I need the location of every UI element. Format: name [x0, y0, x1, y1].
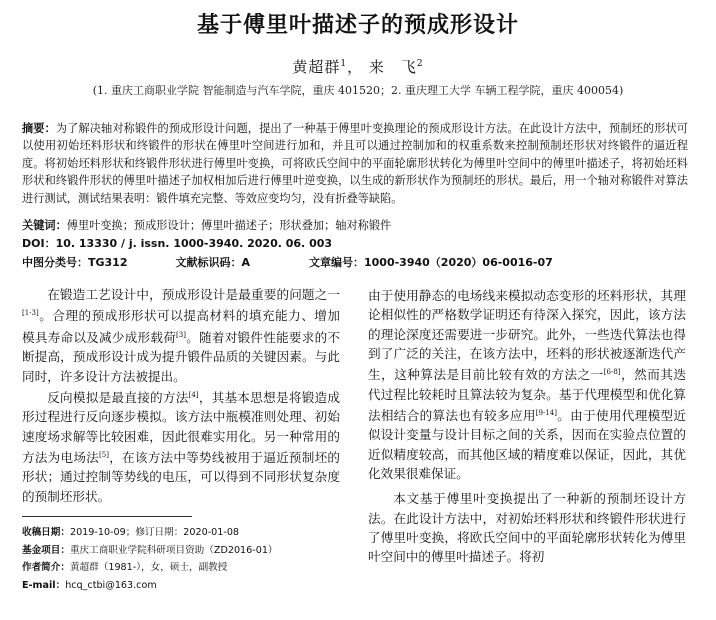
author-affil-mark: 1 [340, 59, 348, 69]
clc-field [22, 254, 172, 270]
email-info [22, 577, 352, 595]
affiliation: (1. 重庆工商职业学院 智能制造与汽车学院，重庆 401520；2. 重庆理工大学 车辆工程学院，重庆 400054) [92, 84, 624, 97]
citation: [5] [99, 450, 109, 459]
abstract-label: 摘要： [22, 122, 56, 135]
citation: [6-8] [603, 368, 621, 377]
fund-label: 基金项目： [22, 544, 70, 556]
body-text: 。由于使用代理模型近似设计变量与设计目标之间的关系，因而在实验点位置的近似精度较高，而其他区域的精度难以保证，因此，其优化效果很难保证。 [368, 408, 687, 482]
classification-line [22, 254, 692, 270]
author-affil-mark: 2 [416, 59, 424, 69]
author-name: 黄超群 [292, 58, 341, 76]
author-line [0, 56, 716, 77]
body-column-left [22, 285, 340, 506]
author-name: 来 飞 [368, 58, 417, 76]
clc-label: 中图分类号： [22, 256, 88, 269]
keywords-label: 关键词： [22, 219, 67, 232]
body-text: 由于使用静态的电场线来模拟动态变形的坯料形状，其理论相似性的严格数学证明还有待深入探究，因此，该方法的理论深度还需要进一步研究。此外，一些迭代算法也得到了广泛的关注，在该方法中，坯料的形状被逐渐迭代产生，这种算法是目前比较有效的方法之一 [368, 288, 686, 383]
fund-value: 重庆工商职业学院科研项目资助（ZD2016-01） [69, 544, 278, 556]
received-label: 收稿日期： [22, 527, 70, 538]
abstract-text: 为了解决轴对称锻件的预成形设计问题，提出了一种基于傅里叶变换理论的预成形设计方法。在此设计方法中，预制坯的形状可以使用初始坯料形状和终锻件的形状在傅里叶空间进行加和，并且可以通过控制加和的权重系数来控制预制坯形状对终锻件的逼近程度。将初始坯料形状和终锻件形状进行傅里叶变换，可将欧氏空间中的平面轮廓形状转化为傅里叶空间中的傅里叶描述子，将初始坯料形状和终锻件形状的傅里叶描述子加权相加后进行傅里叶逆变换，以生成的新形状作为预制坯的形状。最后，用一个轴对称锻件对算法进行测试，测试结果表明：锻件填充完整、等效应变均匀，没有折叠等缺陷。 [22, 122, 688, 205]
keywords [22, 217, 688, 234]
article-no-field [309, 254, 553, 270]
body-paragraph [368, 286, 686, 483]
paper-title: 基于傅里叶描述子的预成形设计 [196, 13, 519, 38]
citation: [3] [176, 330, 186, 339]
body-text: 本文基于傅里叶变换提出了一种新的预制坯设计方法。在此设计方法中，对初始坯料形状和终锻件形状进行了傅里叶变换，将欧氏空间中的平面轮廓形状转化为傅里叶空间中的傅里叶描述子。将初 [368, 491, 686, 565]
doi: DOI：10. 13330 / j. issn. 1000-3940. 2020. 06. 003 [22, 237, 333, 250]
citation: [9-14] [535, 408, 557, 417]
body-text: 。合理的预成形形状可以提高材料的填充能力、增加模具寿命以及减少成形载荷 [22, 308, 340, 345]
footnote [22, 524, 352, 594]
body-text: ，其基本思想是将锻造成形过程进行反向逐步模拟。该方法中瓶模准则处理、初始速度场求解等比较困难，因此很难实用化。另一种常用的方法为电场法 [22, 390, 341, 466]
keywords-text: 傅里叶变换；预成形设计；傅里叶描述子；形状叠加；轴对称锻件 [66, 219, 392, 232]
received-value: 2019-10-09；修订日期：2020-01-08 [69, 527, 240, 538]
received-date [22, 524, 352, 542]
body-text: 。随着对锻件性能要求的不断提高，预成形设计成为提升锻件品质的关键因素。与此同时，许多设计方法被提出。 [22, 329, 341, 384]
author-bio [22, 559, 352, 577]
body-text: ，在该方法中等势线被用于逼近预制坯的形状；通过控制等势线的电压，可以得到不同形状复杂度的预制坯形状。 [22, 450, 341, 504]
doc-code-field [176, 254, 306, 270]
email-value[interactable]: hcq_ctbi@163.com [65, 579, 157, 591]
author-bio-value: 黄超群（1981-），女，硕士，副教授 [69, 562, 228, 573]
fund-info [22, 542, 352, 560]
email-label: E-mail： [22, 579, 66, 591]
body-paragraph [22, 386, 340, 506]
doc-code-value: A [241, 256, 251, 269]
body-paragraph [368, 489, 686, 566]
author-separator: ， [347, 58, 364, 76]
author-bio-label: 作者简介： [22, 562, 70, 573]
body-text: 在锻造工艺设计中，预成形设计是最重要的问题之一 [47, 287, 340, 302]
body-column-right [368, 286, 686, 567]
article-no-label: 文章编号： [309, 256, 364, 269]
clc-value: TG312 [88, 256, 128, 269]
article-no-value: 1000-3940（2020）06-0016-07 [364, 256, 553, 269]
body-text: 反向模拟是最直接的方法 [47, 390, 189, 406]
citation: [4] [188, 390, 199, 399]
footnote-divider [22, 516, 192, 517]
citation: [1-3] [22, 309, 39, 318]
body-text: ，然而其迭代过程比较耗时且算法较为复杂。基于代理模型和优化算法相结合的算法也有较多应用 [368, 367, 687, 424]
doc-code-label: 文献标识码： [175, 256, 242, 269]
body-paragraph [22, 285, 340, 386]
abstract [22, 120, 688, 207]
